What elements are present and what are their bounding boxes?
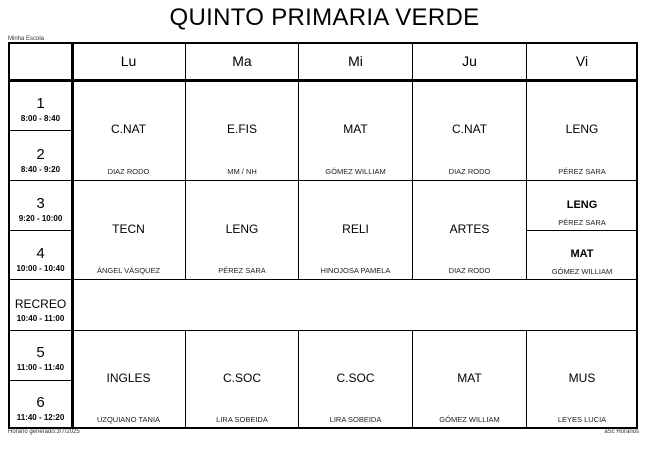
subject-name: C.SOC [336,371,375,385]
lesson-cell[interactable] [299,331,412,428]
period-time: 9:20 - 10:00 [18,214,63,223]
lesson-cell[interactable] [72,82,185,180]
day-header-ju: Ju [462,53,477,69]
teacher-name: LEYES LUCIA [557,415,607,424]
teacher-name: DIAZ RODO [107,167,150,176]
teacher-name: LIRA SOBEIDA [329,415,382,424]
teacher-name: DIAZ RODO [448,167,491,176]
period-time: 10:40 - 11:00 [16,314,65,323]
period-2 [10,147,71,175]
lesson-cell[interactable] [527,181,637,230]
teacher-name: MM / NH [227,167,257,176]
subject-name: INGLES [106,371,151,385]
period-time: 8:00 - 8:40 [20,114,61,123]
teacher-name: GÓMEZ WILLIAM [551,267,613,276]
period-time: 8:40 - 9:20 [20,165,61,174]
lesson-cell[interactable] [72,181,185,279]
teacher-name: LIRA SOBEIDA [216,415,268,424]
subject-name: ARTES [449,222,490,236]
day-header-ma: Ma [232,53,252,69]
lesson-cell[interactable] [186,331,298,428]
day-header-mi: Mi [348,53,363,69]
period-number: 5 [36,344,45,361]
recess-label: RECREO [14,297,67,311]
period-divider [8,380,72,381]
period-number: 3 [36,195,45,212]
teacher-name: ÁNGEL VÁSQUEZ [96,266,161,275]
teacher-name: DIAZ RODO [448,266,491,275]
subject-name: LENG [566,199,598,211]
subject-name: E.FIS [226,122,257,136]
teacher-name: PÉREZ SARA [558,167,606,176]
teacher-name: HINOJOSA PAMELA [320,266,391,275]
period-1 [10,96,71,124]
period-number: 1 [36,95,45,112]
subject-name: MUS [568,371,596,385]
subject-name: MAT [570,248,594,260]
period-time: 11:40 - 12:20 [16,413,65,422]
day-header-lu: Lu [120,53,137,69]
period-time: 11:00 - 11:40 [16,363,65,372]
lesson-cell[interactable] [527,331,637,428]
subject-name: TECN [112,222,145,236]
subject-name: C.NAT [110,122,147,136]
lesson-cell[interactable] [299,82,412,180]
teacher-name: GÓMEZ WILLIAM [325,167,386,176]
teacher-name: PÉREZ SARA [218,266,266,275]
period-divider [8,130,72,131]
teacher-name: UZQUIANO TANIA [96,415,161,424]
period-number: 6 [36,394,45,411]
lesson-cell[interactable] [72,331,185,428]
period-6 [10,395,71,423]
period-divider [8,230,72,231]
day-header-vi: Vi [575,53,589,69]
lesson-cell[interactable] [527,82,637,180]
lesson-cell[interactable] [186,181,298,279]
period-number: 2 [36,146,45,163]
subject-name: C.SOC [222,371,261,385]
subject-name: C.NAT [451,122,488,136]
subject-name: LENG [225,222,259,236]
period-4 [10,246,71,274]
period-5 [10,345,71,373]
period-recreo [10,296,71,324]
page-title: QUINTO PRIMARIA VERDE [169,4,480,31]
lesson-cell[interactable] [299,181,412,279]
software-credit: aSc Horarios [604,429,639,435]
period-3 [10,196,71,224]
lesson-cell[interactable] [413,181,526,279]
subject-name: LENG [565,122,599,136]
teacher-name: PÉREZ SARA [558,218,606,227]
subject-name: RELI [342,222,369,236]
subject-name: MAT [343,122,368,136]
lesson-cell[interactable] [186,82,298,180]
period-time: 10:00 - 10:40 [16,264,65,273]
subject-name: MAT [457,371,482,385]
lesson-cell[interactable] [413,331,526,428]
school-name: Minha Escola [8,36,45,42]
teacher-name: GÓMEZ WILLIAM [439,415,500,424]
row-divider [8,279,638,280]
generated-date: Horario generado:3/7/2025 [8,429,80,435]
period-number: 4 [36,245,45,262]
lesson-cell[interactable] [413,82,526,180]
lesson-cell[interactable] [527,231,637,279]
